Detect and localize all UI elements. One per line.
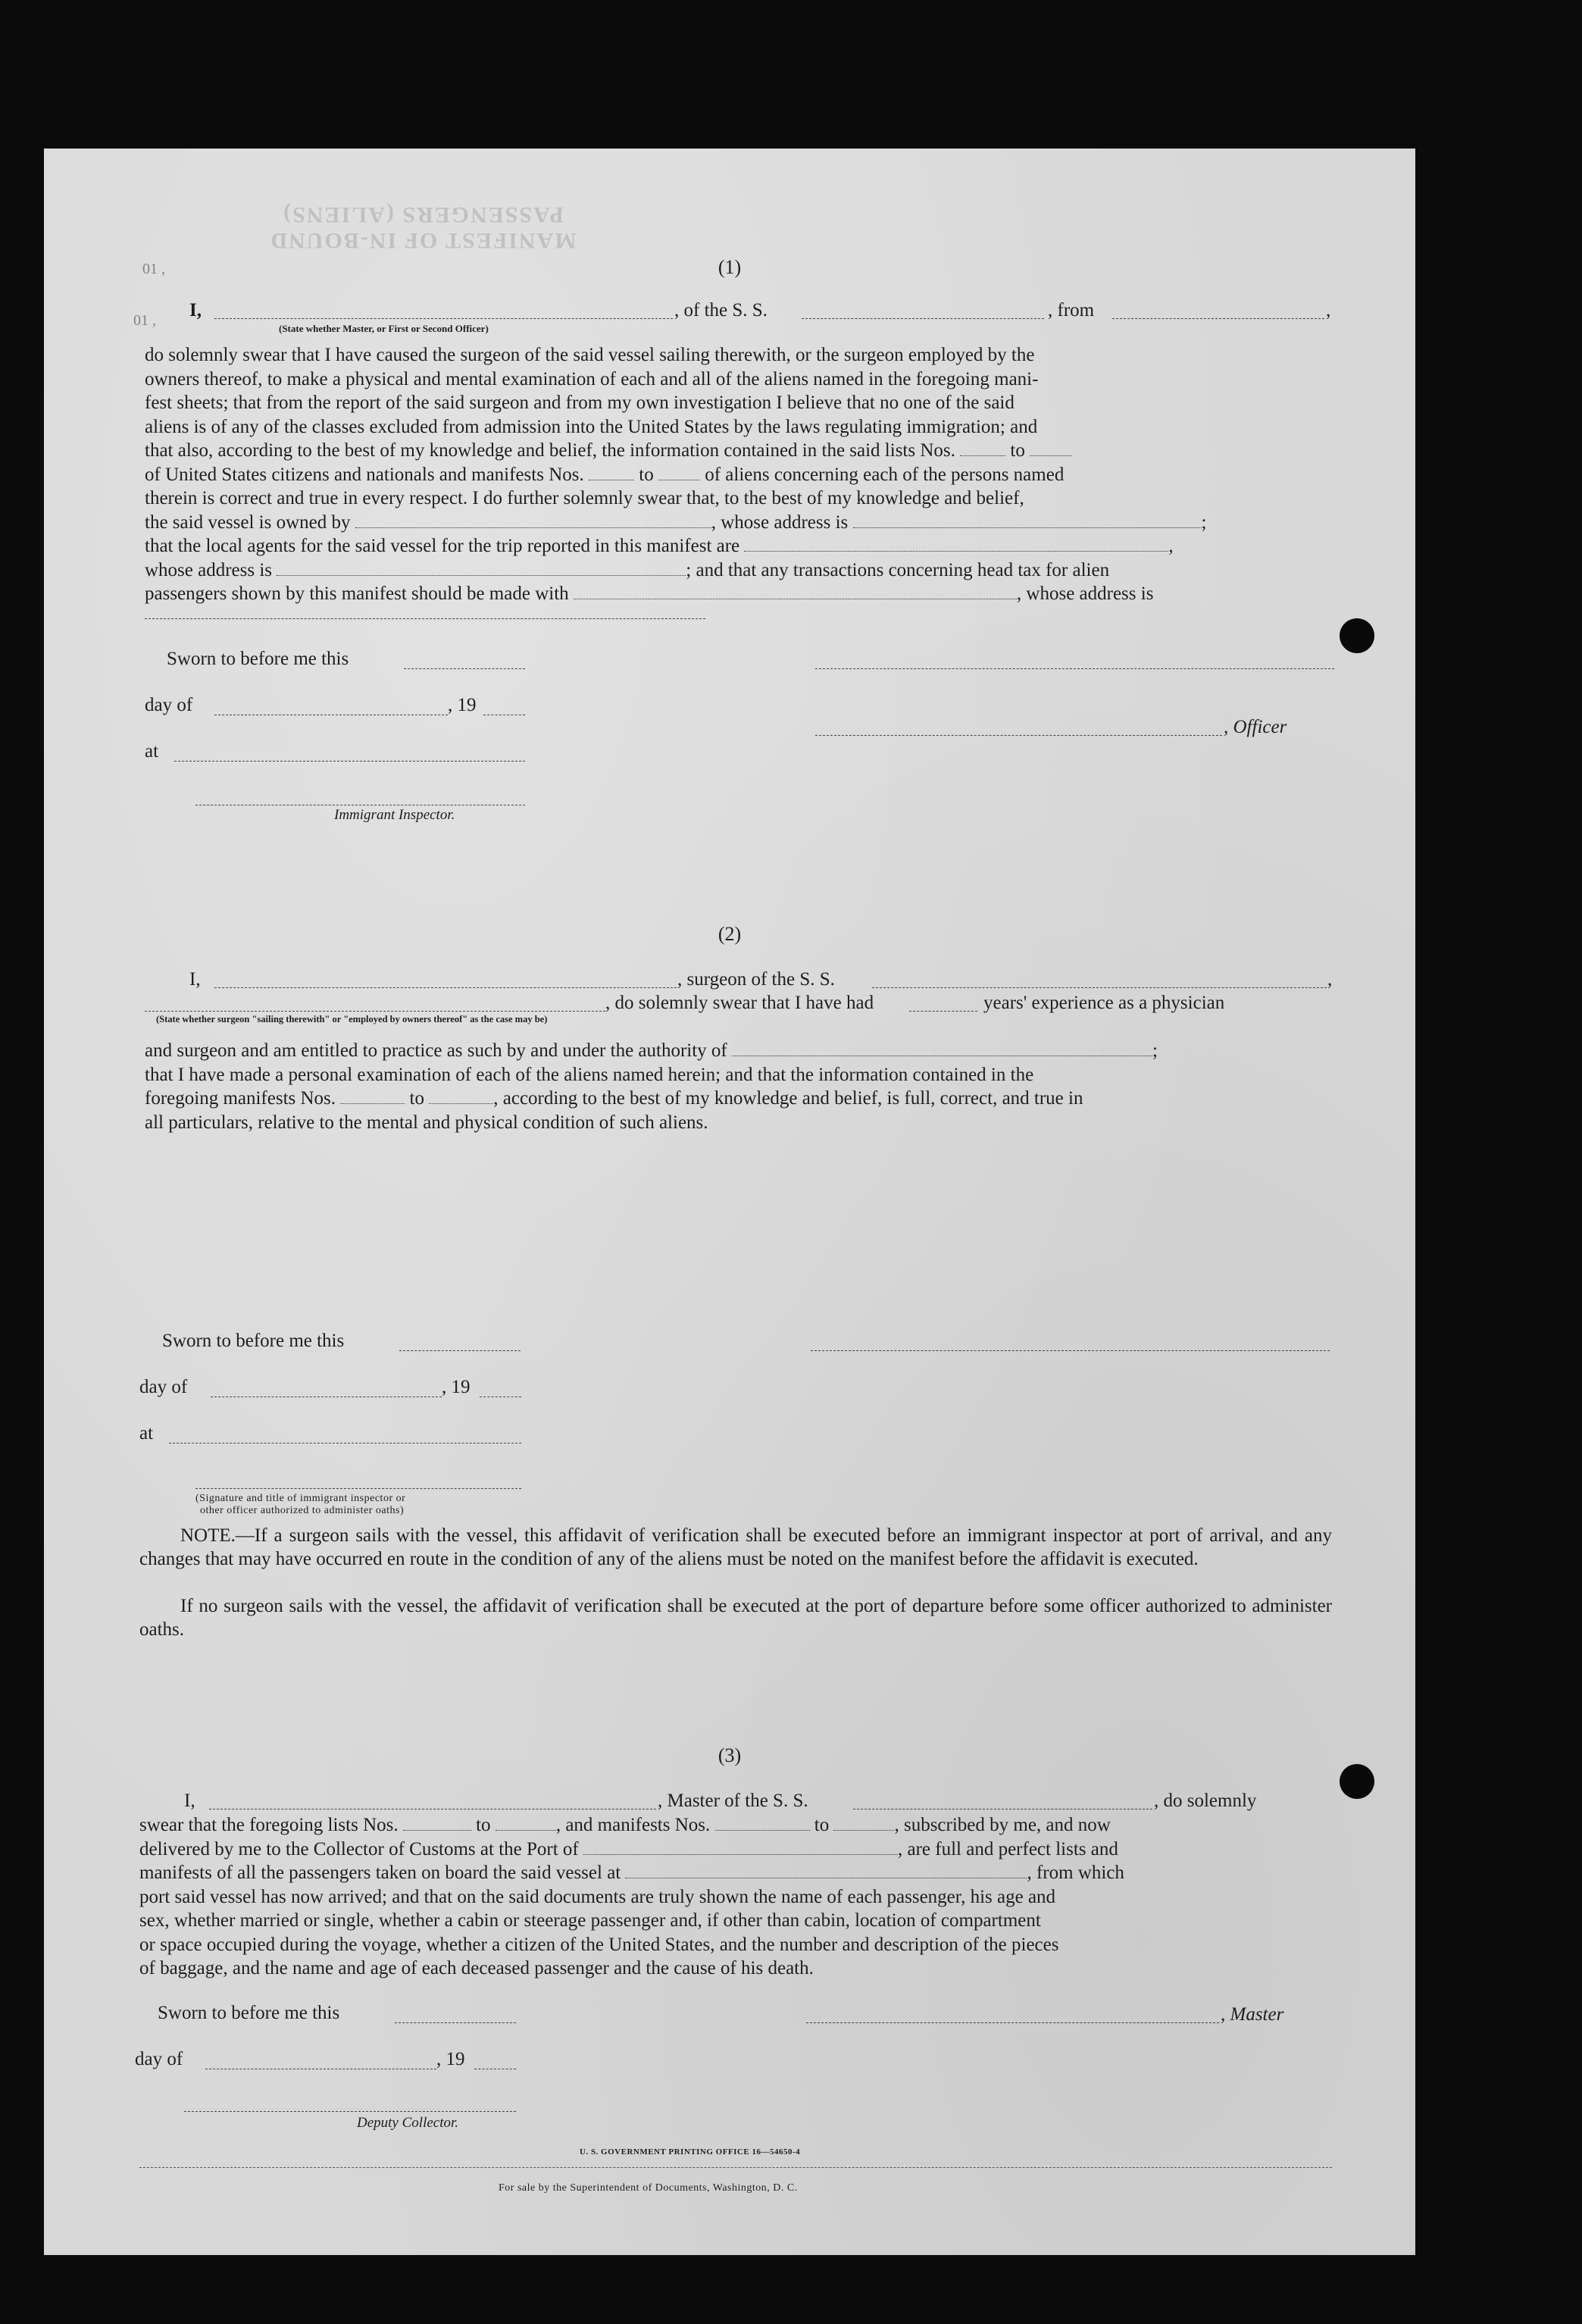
blank	[658, 464, 700, 480]
blank	[496, 1815, 556, 1831]
blank	[403, 1815, 471, 1831]
punch-hole	[1340, 1764, 1374, 1799]
blank	[732, 1040, 1152, 1056]
s1-officer-blank	[214, 318, 673, 319]
s1-text: whose address is	[145, 559, 273, 580]
s2-oath-body	[145, 1039, 1334, 1134]
s2-type-blank	[145, 1011, 605, 1012]
s3-line: port said vessel has now arrived; and that on the said documents are truly shown the name of each passenger, his age and	[139, 1886, 1056, 1907]
s1-text: ,	[1168, 536, 1174, 556]
blank	[583, 1839, 898, 1855]
s3-sworn-blank	[395, 2022, 516, 2023]
blank	[429, 1088, 493, 1104]
s1-text: ;	[1201, 511, 1207, 533]
s2-day-of: day of	[139, 1377, 188, 1397]
blank	[277, 560, 686, 576]
blank	[960, 440, 1005, 456]
s2-sworn: Sworn to before me this	[162, 1331, 345, 1351]
s3-text: , subscribed by me, and now	[894, 1815, 1111, 1835]
s1-officer-signature-line	[815, 668, 1334, 669]
s1-sworn-blank	[404, 668, 525, 669]
s2-name-blank	[214, 987, 677, 988]
s1-text: that also, according to the best of my knowledge and belief, the information contained in the said lists Nos.	[145, 440, 955, 461]
blank	[589, 464, 634, 480]
s1-inspector-caption: Immigrant Inspector.	[334, 807, 455, 823]
s3-text: , from which	[1027, 1863, 1124, 1883]
s3-text: , are full and perfect lists and	[898, 1838, 1118, 1860]
blank	[340, 1088, 405, 1104]
s1-from-blank	[1112, 318, 1324, 319]
s2-text: ;	[1152, 1040, 1158, 1061]
s2-sworn-blank	[399, 1350, 521, 1351]
s2-i: I,	[189, 969, 201, 990]
s2-note-1: NOTE.—If a surgeon sails with the vessel, this affidavit of verification shall be executed before an immigrant inspector at port of arrival, and any changes that may have occurred en route in the condition of any of the aliens must be noted on the manifest before the affidavit is executed.	[139, 1525, 1332, 1569]
s3-deputy-line	[184, 2111, 516, 2112]
s1-sworn: Sworn to before me this	[167, 649, 349, 669]
s1-from: , from	[1048, 300, 1095, 321]
s2-surgeon-of: , surgeon of the S. S.	[677, 969, 835, 990]
s2-note-2: If no surgeon sails with the vessel, the affidavit of verification shall be executed at the port of departure before some officer authorized to administer oaths.	[139, 1596, 1332, 1640]
blank	[355, 512, 711, 528]
s3-line: sex, whether married or single, whether a cabin or steerage passenger and, if other than cabin, location of compartment	[139, 1910, 1041, 1931]
s2-text: and surgeon and am entitled to practice as such by and under the authority of	[145, 1040, 727, 1061]
s1-comma: ,	[1326, 300, 1331, 321]
s2-line	[145, 1039, 1334, 1063]
s1-line: aliens is of any of the classes excluded from admission into the United States by the laws regulating immigration; and	[145, 416, 1038, 437]
s1-text: of aliens concerning each of the persons named	[705, 464, 1065, 485]
s3-text: , and manifests Nos.	[555, 1815, 711, 1835]
punch-hole	[1340, 618, 1374, 653]
s2-at-blank	[169, 1443, 521, 1444]
footer-rule	[139, 2167, 1332, 2168]
s2-at: at	[139, 1423, 154, 1444]
s3-solemnly: , do solemnly	[1154, 1791, 1257, 1811]
s2-sig-caption-2: other officer authorized to administer oaths)	[200, 1505, 405, 1516]
blank	[744, 536, 1168, 552]
s1-line	[145, 463, 1334, 487]
s1-at: at	[145, 741, 159, 762]
s2-inspector-line	[195, 1488, 521, 1489]
s1-text: to	[1010, 440, 1025, 461]
s3-text: delivered by me to the Collector of Customs at the Port of	[139, 1838, 579, 1860]
s1-line	[145, 582, 1334, 606]
s1-nineteen: , 19	[448, 695, 477, 715]
s3-line	[139, 1861, 1332, 1885]
s1-officer-caption: (State whether Master, or First or Second Officer)	[279, 323, 489, 334]
s3-day-of: day of	[135, 2049, 183, 2069]
s3-line: of baggage, and the name and age of each deceased passenger and the cause of his death.	[139, 1958, 814, 1978]
s1-text: ; and that any transactions concerning head tax for alien	[686, 559, 1110, 580]
s2-ship-blank	[872, 987, 1327, 988]
s3-text: to	[476, 1815, 491, 1835]
s1-line: therein is correct and true in every respect. I do further solemnly swear that, to the best of my knowledge and belief,	[145, 488, 1024, 508]
s3-master-signature-line	[806, 2022, 1219, 2023]
bleed-through-text: MANIFEST OF IN-BOUND PASSENGERS (ALIENS)	[269, 202, 577, 253]
blank	[715, 1815, 810, 1831]
printer-imprint: U. S. GOVERNMENT PRINTING OFFICE 16—54650-4	[580, 2147, 801, 2157]
s1-line: owners thereof, to make a physical and mental examination of each and all of the aliens named in the foregoing mani-	[145, 368, 1039, 389]
s3-oath-body	[139, 1813, 1332, 1981]
s1-i: I,	[189, 300, 202, 321]
s3-i: I,	[184, 1791, 195, 1811]
s2-text: , according to the best of my knowledge and belief, is full, correct, and true in	[493, 1088, 1083, 1109]
s2-line	[145, 1087, 1334, 1111]
section-3-number: (3)	[718, 1744, 742, 1766]
s2-experience: years' experience as a physician	[983, 993, 1225, 1013]
section-1-number: (1)	[718, 256, 742, 278]
s1-line	[145, 558, 1334, 583]
s3-deputy-caption: Deputy Collector.	[357, 2115, 459, 2131]
s3-line: or space occupied during the voyage, whether a citizen of the United States, and the number and description of the pieces	[139, 1934, 1059, 1955]
s1-officer-label: , Officer	[1224, 717, 1287, 737]
s3-master-label: , Master	[1221, 2004, 1284, 2025]
margin-mark: 01 ,	[133, 312, 156, 329]
s1-text: of United States citizens and nationals and manifests Nos.	[145, 464, 584, 485]
s3-master-of: , Master of the S. S.	[658, 1791, 808, 1811]
s2-text: to	[409, 1088, 424, 1109]
s1-line: do solemnly swear that I have caused the surgeon of the said vessel sailing therewith, or the surgeon employed by the	[145, 345, 1035, 365]
s1-officer-line	[815, 735, 1222, 736]
s2-signature-line	[811, 1350, 1330, 1351]
s2-swear: , do solemnly swear that I have had	[605, 993, 874, 1013]
blank	[1030, 440, 1071, 456]
s3-text: to	[814, 1815, 830, 1835]
s1-line	[145, 534, 1334, 558]
manifest-page	[44, 149, 1415, 2255]
s1-line: fest sheets; that from the report of the said surgeon and from my own investigation I believe that no one of the said	[145, 393, 1015, 413]
blank	[625, 1863, 1027, 1878]
s2-sig-caption-1: (Signature and title of immigrant inspector or	[195, 1493, 406, 1504]
section-2-number: (2)	[718, 923, 742, 945]
sale-notice: For sale by the Superintendent of Documents, Washington, D. C.	[499, 2182, 798, 2194]
s2-comma: ,	[1327, 969, 1333, 990]
blank	[833, 1815, 894, 1831]
s1-ship-blank	[802, 318, 1044, 319]
s2-text: foregoing manifests Nos.	[145, 1088, 336, 1109]
margin-mark: 01 ,	[142, 261, 165, 277]
s1-of-ss: , of the S. S.	[674, 300, 768, 321]
s1-text: that the local agents for the said vessel for the trip reported in this manifest are	[145, 536, 740, 556]
blank	[574, 583, 1017, 599]
s2-years-blank	[909, 1011, 977, 1012]
s3-nineteen: , 19	[436, 2049, 465, 2069]
s1-day-of: day of	[145, 695, 193, 715]
s1-line	[145, 511, 1334, 535]
blank	[853, 512, 1202, 528]
s2-type-caption: (State whether surgeon "sailing therewith" or "employed by owners thereof" as the case may be)	[156, 1014, 548, 1024]
s1-text: the said vessel is owned by	[145, 511, 351, 533]
s1-text: passengers shown by this manifest should be made with	[145, 583, 569, 604]
s1-text: , whose address is	[711, 511, 849, 533]
s1-text: to	[639, 464, 654, 485]
s1-line	[145, 439, 1334, 463]
s3-text: manifests of all the passengers taken on board the said vessel at	[139, 1863, 621, 1883]
s3-line	[139, 1838, 1332, 1862]
s3-sworn: Sworn to before me this	[158, 2003, 340, 2023]
s3-line	[139, 1813, 1332, 1838]
s2-line: that I have made a personal examination of each of the aliens named herein; and that the information contained in the	[145, 1064, 1034, 1085]
s1-address-blank	[145, 618, 705, 619]
s3-text: swear that the foregoing lists Nos.	[139, 1815, 399, 1835]
s2-nineteen: , 19	[442, 1377, 471, 1397]
s1-text: , whose address is	[1016, 583, 1154, 604]
s2-line: all particulars, relative to the mental and physical condition of such aliens.	[145, 1112, 708, 1133]
s1-oath-body	[145, 343, 1334, 606]
s1-at-blank	[174, 761, 525, 762]
